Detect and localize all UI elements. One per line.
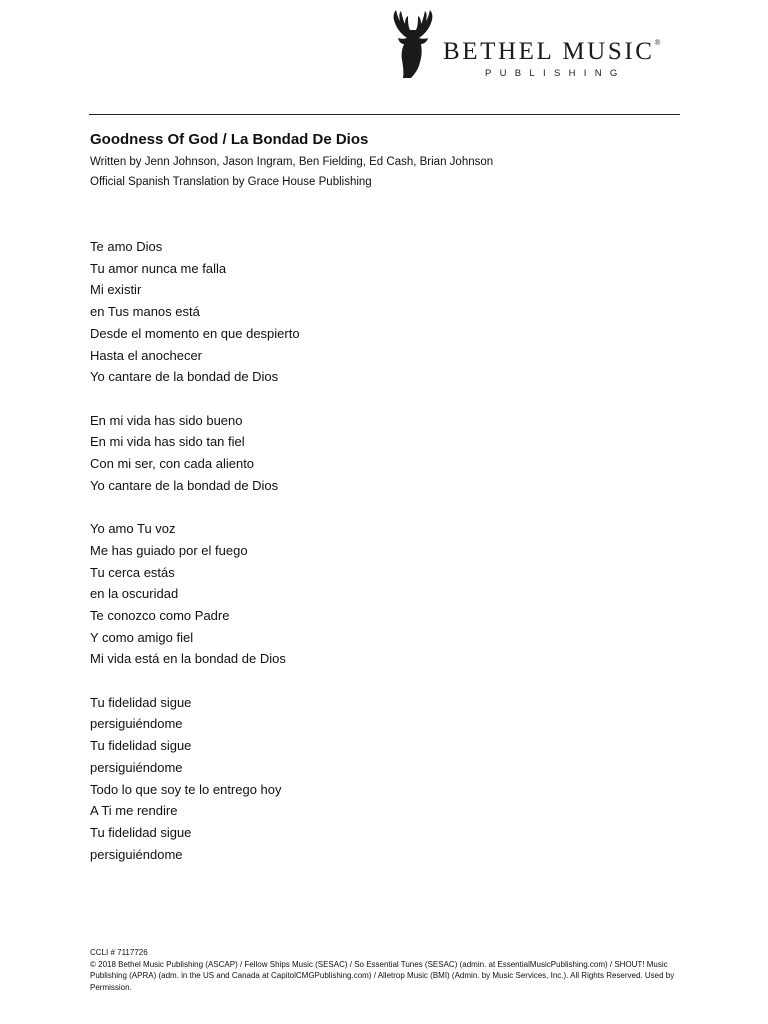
- lyric-stanza: [90, 518, 300, 670]
- lyric-line: persiguiéndome: [90, 716, 183, 732]
- lyric-line: Y como amigo fiel: [90, 629, 194, 645]
- stag-head-icon: [389, 8, 437, 80]
- lyric-line: Tu fidelidad sigue: [90, 824, 192, 840]
- lyric-line: En mi vida has sido tan fiel: [90, 434, 245, 450]
- ccli-number: CCLI # 7117726: [90, 948, 148, 957]
- copyright-footer: [90, 947, 680, 993]
- lyric-line: en la oscuridad: [90, 586, 179, 602]
- lyrics-body: [90, 236, 300, 887]
- lyric-line: persiguiéndome: [90, 846, 183, 862]
- lyric-line: A Ti me rendire: [90, 803, 178, 819]
- lyric-line: Tu fidelidad sigue: [90, 694, 192, 710]
- lyric-line: Mi existir: [90, 282, 142, 298]
- lyric-line: Con mi ser, con cada aliento: [90, 456, 255, 472]
- lyric-line: persiguiéndome: [90, 759, 183, 775]
- lyric-line: Desde el momento en que despierto: [90, 325, 300, 341]
- lyric-line: Te conozco como Padre: [90, 607, 230, 623]
- lyric-line: En mi vida has sido bueno: [90, 412, 243, 428]
- lyric-line: Yo amo Tu voz: [90, 521, 176, 537]
- lyric-line: Todo lo que soy te lo entrego hoy: [90, 781, 282, 797]
- lyric-line: Tu fidelidad sigue: [90, 738, 192, 754]
- lyric-stanza: [90, 410, 300, 497]
- lyric-line: Me has guiado por el fuego: [90, 542, 248, 558]
- lyric-line: Yo cantare de la bondad de Dios: [90, 369, 279, 385]
- lyric-stanza: [90, 236, 300, 388]
- copyright-text: © 2018 Bethel Music Publishing (ASCAP) / Fellow Ships Music (SESAC) / So Essential Tunes (SESAC) (admin. at EssentialMusicPublishing.com) / SHOUT! Music Publishing (APRA) (adm. in the US and Canada at CapitolCMGPublishing.com) / Alletrop Music (BMI) (Admin. by Music Services, Inc.). All Rights Reserved. Used by Permission.: [90, 959, 675, 992]
- lyric-line: Mi vida está en la bondad de Dios: [90, 651, 286, 667]
- song-title: Goodness Of God / La Bondad De Dios: [90, 131, 369, 148]
- lyric-line: Te amo Dios: [90, 239, 163, 254]
- lyric-line: en Tus manos está: [90, 304, 200, 320]
- translation-credit: Official Spanish Translation by Grace House Publishing: [90, 176, 372, 188]
- lyric-line: Tu cerca estás: [90, 564, 175, 580]
- lyric-line: Tu amor nunca me falla: [90, 260, 227, 276]
- writers-credit: Written by Jenn Johnson, Jason Ingram, Ben Fielding, Ed Cash, Brian Johnson: [90, 156, 494, 168]
- brand-name: BETHEL MUSIC®: [443, 38, 661, 65]
- brand-subtitle: PUBLISHING: [485, 68, 626, 79]
- header-divider: [89, 114, 680, 115]
- lyric-line: Yo cantare de la bondad de Dios: [90, 477, 279, 493]
- bethel-music-logo: [389, 8, 689, 82]
- lyric-line: Hasta el anochecer: [90, 347, 203, 363]
- lyric-stanza: [90, 692, 300, 866]
- registered-mark: ®: [654, 38, 661, 47]
